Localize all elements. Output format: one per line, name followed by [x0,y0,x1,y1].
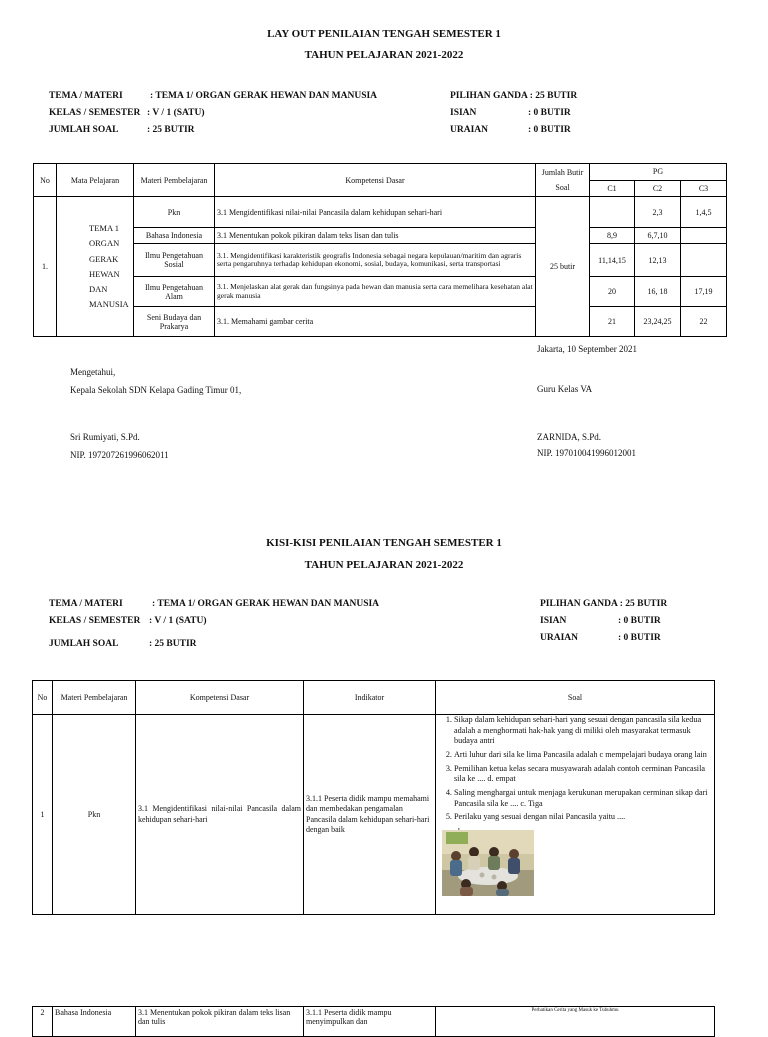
sig-guru-name: ZARNIDA, S.Pd. [537,432,602,442]
header-mapel: Mata Pelajaran [57,164,134,197]
row-no: 2 [33,1007,53,1037]
soal-item: 4. Saling menghargai untuk menjaga kerukunan merupakan cerminan sikap dari Pancasila sila ke .... c. Tiga [454,788,712,809]
header-jumlah: Jumlah Butir Soal [536,164,590,197]
materi-cell: Pkn [53,715,136,915]
doc1-tema-label: TEMA / MATERI [49,91,123,101]
materi-cell: Bahasa Indonesia [53,1007,136,1037]
doc2-title: KISI-KISI PENILAIAN TENGAH SEMESTER 1 [266,537,502,549]
c2-cell: 12,13 [635,244,681,277]
kd-cell: 3.1. Menjelaskan alat gerak dan fungsinya pada hewan dan manusia serta cara memelihara kesehatan alat gerak manusia [215,277,536,307]
sig-kepsek-name: Sri Rumiyati, S.Pd. [70,432,140,442]
header-materi: Materi Pembelajaran [134,164,215,197]
header-c1: C1 [590,180,635,197]
kd-cell: 3.1 Menentukan pokok pikiran dalam teks lisan dan tulis [136,1007,304,1037]
doc1-kelas-label: KELAS / SEMESTER [49,108,141,118]
kd-cell: 3.1. Memahami gambar cerita [215,307,536,337]
kd-cell: 3.1. Mengidentifikasi karakteristik geografis Indonesia sebagai negara kepulauan/maritim dan agraris serta pengaruhnya terhadap kehidupan ekonomi, sosial, budaya, komunikasi, serta transportasi [215,244,536,277]
materi-cell: Pkn [134,197,215,228]
doc1-title: LAY OUT PENILAIAN TENGAH SEMESTER 1 [267,28,501,40]
doc1-tema-value: : TEMA 1/ ORGAN GERAK HEWAN DAN MANUSIA [150,91,378,101]
header-materi: Materi Pembelajaran [53,681,136,715]
doc2-isian-value: : 0 BUTIR [618,616,661,626]
doc1-pg: PILIHAN GANDA : 25 BUTIR [450,91,578,101]
c2-cell: 2,3 [635,197,681,228]
row-no: 1 [33,715,53,915]
sig-mengetahui: Mengetahui, [70,367,116,377]
soal-item: 1. Sikap dalam kehidupan sehari-hari yang sesuai dengan pancasila sila kedua adalah a menghormati hak-hak yang di miliki oleh masyarakat termasuk budaya antri [454,715,712,747]
c3-cell: 17,19 [681,277,727,307]
doc2-tema-value: : TEMA 1/ ORGAN GERAK HEWAN DAN MANUSIA [152,599,380,609]
doc1-isian-label: ISIAN [450,108,477,118]
doc2-tema-label: TEMA / MATERI [49,599,123,609]
header-no: No [34,164,57,197]
doc2-uraian-value: : 0 BUTIR [618,633,661,643]
kd-cell: 3.1 Mengidentifikasi nilai-nilai Pancasila dalam kehidupan sehari-hari [136,715,304,915]
materi-cell: Seni Budaya dan Prakarya [134,307,215,337]
materi-cell: Ilmu Pengetahuan Sosial [134,244,215,277]
header-c2: C2 [635,180,681,197]
sig-place-date: Jakarta, 10 September 2021 [537,344,637,354]
c1-cell: 20 [590,277,635,307]
jumlah-cell: 25 butir [536,197,590,337]
header-pg: PG [590,164,727,181]
doc2-jumlah-label: JUMLAH SOAL [49,639,119,649]
c2-cell: 23,24,25 [635,307,681,337]
c3-cell: 1,4,5 [681,197,727,228]
row-tema: TEMA 1 ORGAN GERAK HEWAN DAN MANUSIA [57,197,134,337]
indikator-cell: 3.1.1 Peserta didik mampu memahami dan membedakan pengamalan Pancasila dalam kehidupan sehari-hari dengan baik [304,715,436,915]
soal-list [438,715,712,823]
doc1-jumlah-value: : 25 BUTIR [147,125,195,135]
c1-cell: 8,9 [590,228,635,244]
doc2-isian-label: ISIAN [540,616,567,626]
header-no: No [33,681,53,715]
people-sitting-illustration [442,830,534,896]
materi-cell: Ilmu Pengetahuan Alam [134,277,215,307]
doc2-jumlah-value: : 25 BUTIR [149,639,197,649]
c1-cell [590,197,635,228]
c1-cell: 11,14,15 [590,244,635,277]
header-kd: Kompetensi Dasar [215,164,536,197]
header-soal: Soal [436,681,715,715]
doc1-subtitle: TAHUN PELAJARAN 2021-2022 [304,49,464,61]
sig-kepsek-title: Kepala Sekolah SDN Kelapa Gading Timur 01, [70,385,242,395]
kd-cell: 3.1 Mengidentifikasi nilai-nilai Pancasila dalam kehidupan sehari-hari [215,197,536,228]
doc2-uraian-label: URAIAN [540,633,578,643]
illustration-image [442,830,534,896]
doc2-kelas-value: : V / 1 (SATU) [149,616,207,626]
doc1-isian-value: : 0 BUTIR [528,108,571,118]
soal-item: 2. Arti luhur dari sila ke lima Pancasila adalah c mempelajari budaya orang lain [454,750,712,761]
c3-cell: 22 [681,307,727,337]
c1-cell: 21 [590,307,635,337]
soal-cell [436,715,715,915]
c2-cell: 6,7,10 [635,228,681,244]
header-kd: Kompetensi Dasar [136,681,304,715]
materi-cell: Bahasa Indonesia [134,228,215,244]
doc2-kisi-table [32,680,715,915]
c3-cell [681,244,727,277]
header-c3: C3 [681,180,727,197]
soal-item: 5. Perilaku yang sesuai dengan nilai Pancasila yaitu .... [454,812,712,823]
doc1-jumlah-label: JUMLAH SOAL [49,125,119,135]
doc1-uraian-label: URAIAN [450,125,488,135]
c3-cell [681,228,727,244]
sig-guru-nip: NIP. 197010041996012001 [537,448,637,458]
soal-option-b [438,826,712,898]
kd-cell: 3.1 Menentukan pokok pikiran dalam teks lisan dan tulis [215,228,536,244]
doc1-kelas-value: : V / 1 (SATU) [147,108,205,118]
doc1-layout-table [33,163,727,337]
doc2-pg: PILIHAN GANDA : 25 BUTIR [540,599,668,609]
c2-cell: 16, 18 [635,277,681,307]
doc2-kisi-table-continued [32,1006,715,1037]
row-no: 1. [34,197,57,337]
doc1-uraian-value: : 0 BUTIR [528,125,571,135]
indikator-cell: 3.1.1 Peserta didik mampu menyimpulkan dan [304,1007,436,1037]
doc2-kelas-label: KELAS / SEMESTER [49,616,141,626]
soal-caption: Perhatikan Cerita yang Masuk ke Tubuhmu [436,1007,715,1037]
doc2-subtitle: TAHUN PELAJARAN 2021-2022 [304,559,464,571]
sig-kepsek-nip: NIP. 197207261996062011 [70,450,169,460]
header-indikator: Indikator [304,681,436,715]
soal-item: 3. Pemilihan ketua kelas secara musyawarah adalah contoh cerminan Pancasila sila ke .... d. empat [454,764,712,785]
sig-guru-title: Guru Kelas VA [537,384,593,394]
